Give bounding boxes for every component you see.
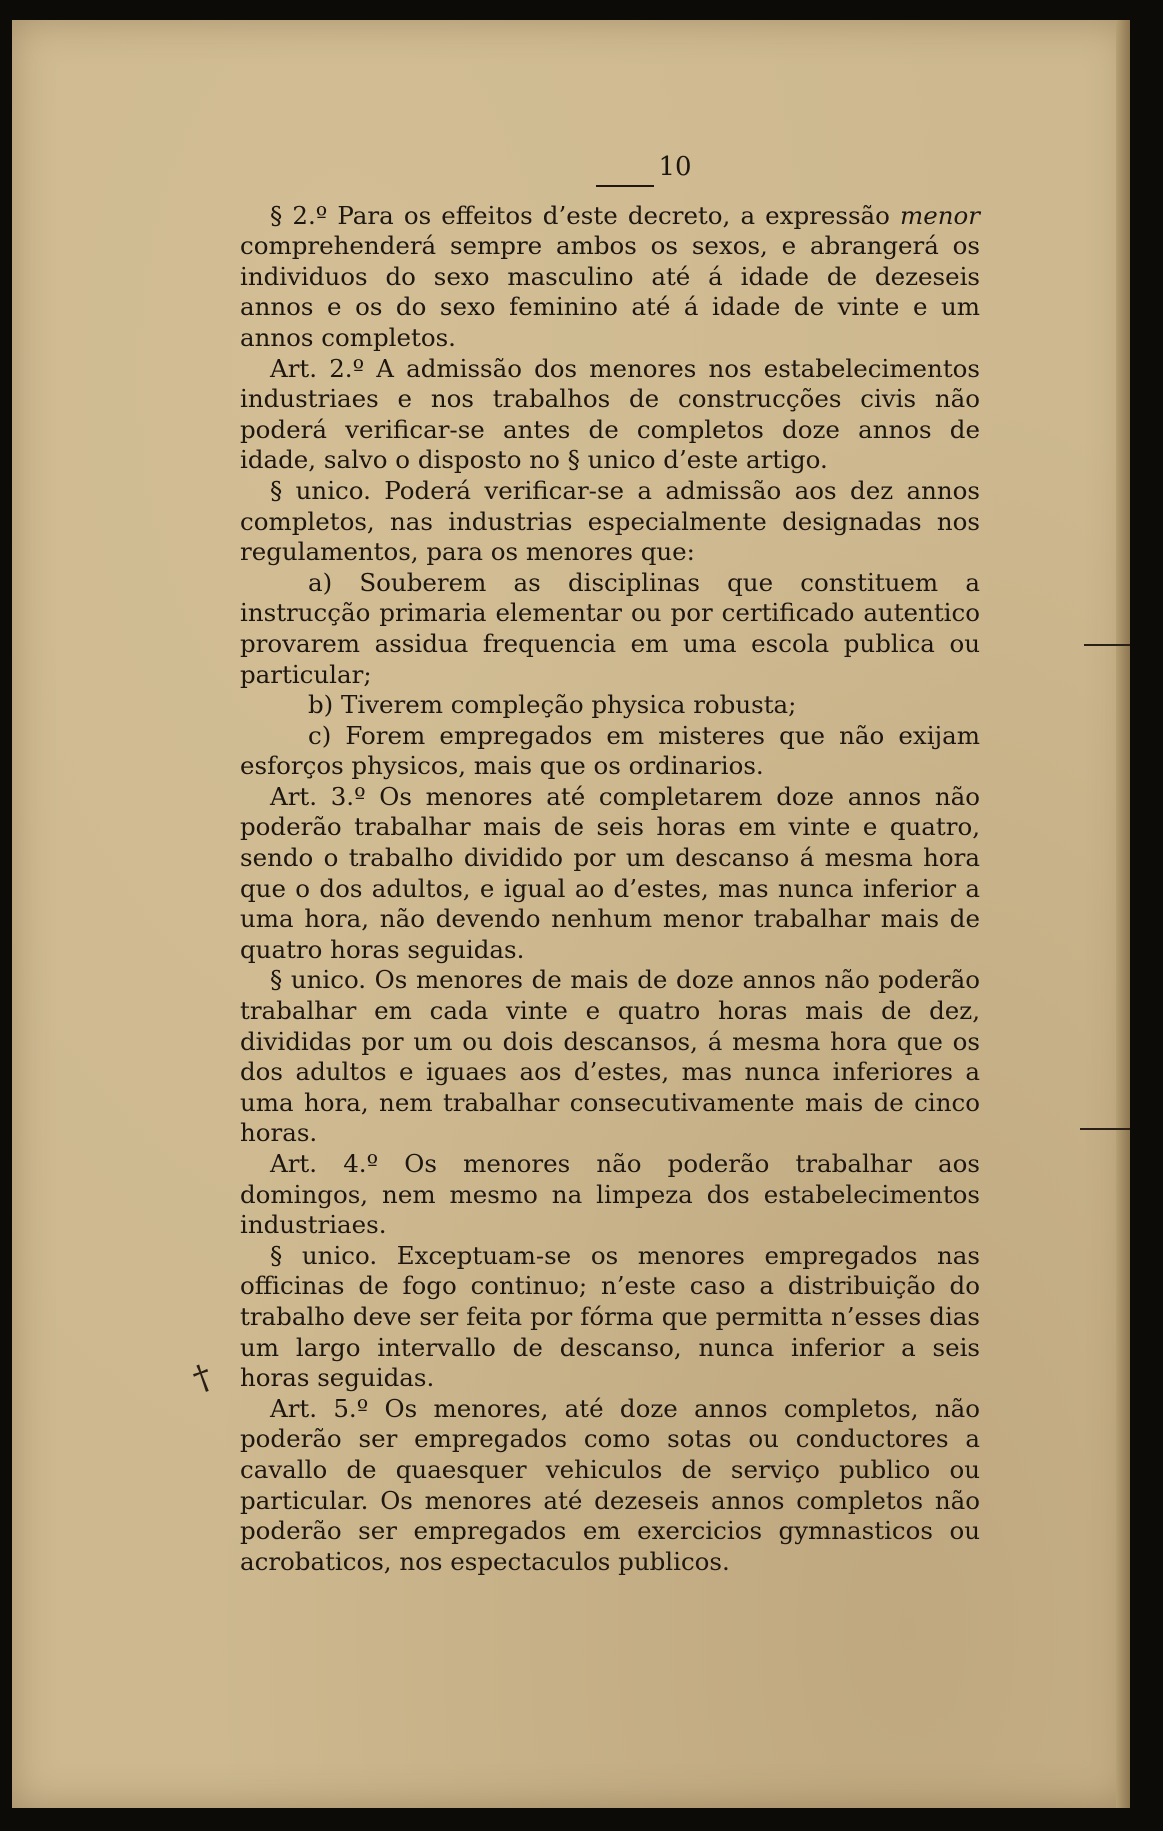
paragraph-art2-unico: § unico. Poderá verificar-se a admissão aos dez annos completos, nas industrias especialmente designadas nos regulamentos, para os menores que:: [240, 475, 980, 567]
paragraph-par2: [240, 201, 980, 354]
page-number-rule: [596, 185, 654, 187]
paragraph-art2: Art. 2.º A admissão dos menores nos estabelecimentos industriaes e nos trabalhos de construcções civis não poderá verificar-se antes de completos doze annos de idade, salvo o disposto no § unico d’este artigo.: [240, 353, 980, 475]
list-item-b: b) Tiverem compleção physica robusta;: [308, 690, 797, 720]
margin-pencil-mark: †: [187, 1356, 218, 1400]
list-item-c: c) Forem empregados em misteres que não exijam esforços physicos, mais que os ordinarios.: [240, 720, 980, 781]
paragraph-art4-unico: § unico. Exceptuam-se os menores empregados nas officinas de fogo continuo; n’este caso a distribuição do trabalho deve ser feita por fórma que permitta n’esses dias um largo intervallo de descanso, nunca inferior a seis horas seguidas.: [240, 1240, 980, 1393]
margin-tick: [1080, 1128, 1130, 1130]
paragraph-art5: Art. 5.º Os menores, até doze annos completos, não poderão ser empregados como sotas ou conductores a cavallo de quaesquer vehiculos de serviço publico ou particular. Os menores até dezeseis annos completos não poderão ser empregados em exercicios gymnasticos ou acrobaticos, nos espectaculos publicos.: [240, 1393, 980, 1576]
document-body: [240, 152, 980, 1577]
list-item-a: a) Souberem as disciplinas que constituem a instrucção primaria elementar ou por certificado autentico provarem assidua frequencia em uma escola publica ou particular;: [240, 567, 980, 689]
margin-tick: [1084, 644, 1130, 646]
paragraph-art3: Art. 3.º Os menores até completarem doze annos não poderão trabalhar mais de seis horas em vinte e quatro, sendo o trabalho dividido por um descanso á mesma hora que o dos adultos, e igual ao d’estes, mas nunca inferior a uma hora, não devendo nenhum menor trabalhar mais de quatro horas seguidas.: [240, 781, 980, 964]
paragraph-art3-unico: § unico. Os menores de mais de doze annos não poderão trabalhar em cada vinte e quatro horas mais de dez, divididas por um ou dois descansos, á mesma hora que os dos adultos e iguaes aos d’estes, mas nunca inferiores a uma hora, nem trabalhar consecutivamente mais de cinco horas.: [240, 965, 980, 1148]
paragraph-art4: Art. 4.º Os menores não poderão trabalhar aos domingos, nem mesmo na limpeza dos estabelecimentos industriaes.: [240, 1149, 980, 1240]
page-right-edge: [1116, 20, 1130, 1808]
paragraph-text: § 2.º Para os effeitos d’este decreto, a expressão: [270, 200, 901, 230]
paragraph-text: comprehenderá sempre ambos os sexos, e abrangerá os individuos do sexo masculino até á idade de dezeseis annos e os do sexo feminino até á idade de vinte e um annos completos.: [240, 231, 980, 352]
emphasis-term: menor: [900, 200, 980, 230]
page-number: 10: [658, 152, 692, 182]
